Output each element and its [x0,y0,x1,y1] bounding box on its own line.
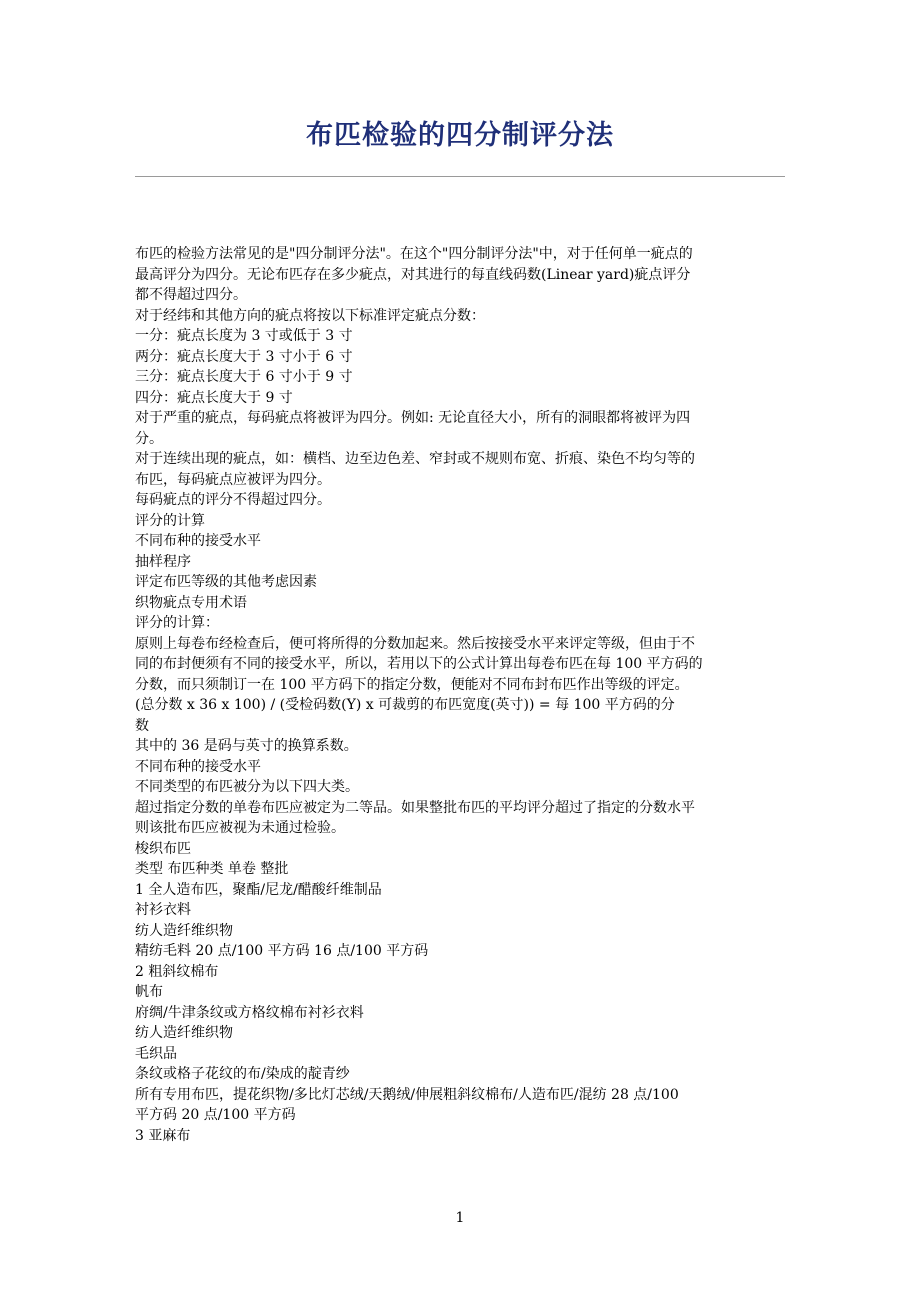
title-divider [135,176,785,177]
text-line: 府绸/牛津条纹或方格纹棉布衬衫衣料 [135,1004,364,1021]
text-line: 原则上每卷布经检查后，便可将所得的分数加起来。然后按接受水平来评定等级，但由于不 [135,635,695,652]
text-line: 抽样程序 [135,553,191,570]
text-line: 衬衫衣料 [135,902,191,918]
document-title: 布匹检验的四分制评分法 [306,120,614,151]
text-line: 条纹或格子花纹的布/染成的靛青纱 [135,1066,350,1082]
text-line: 最高评分为四分。无论布匹存在多少疵点，对其进行的每直线码数(Linear yard)疵点评分 [135,266,691,283]
text-line: 数 [135,717,149,734]
text-line: 帆布 [135,984,163,1000]
document-body [135,244,787,1146]
text-line: 评定布匹等级的其他考虑因素 [135,574,317,590]
text-line: 毛织品 [135,1045,177,1062]
text-line: 梭织布匹 [135,840,191,857]
text-line: 对于连续出现的疵点，如：横档、边至边色差、窄封或不规则布宽、折痕、染色不均匀等的 [135,451,695,467]
text-line: 都不得超过四分。 [135,287,247,303]
text-line: 其中的 36 是码与英寸的换算系数。 [135,738,358,754]
text-line: (总分数 x 36 x 100) / (受检码数(Y) x 可裁剪的布匹宽度(英寸)) = 每 100 平方码的分 [135,697,675,713]
text-line: 纺人造纤维织物 [135,922,233,939]
text-line: 精纺毛料 20 点/100 平方码 16 点/100 平方码 [135,943,429,959]
text-line: 评分的计算 [135,512,205,529]
text-line: 四分：疵点长度大于 9 寸 [135,389,293,406]
text-line: 同的布封便须有不同的接受水平，所以，若用以下的公式计算出每卷布匹在每 100 平方码的 [135,656,703,672]
text-line: 不同布种的接受水平 [135,758,261,775]
text-line: 布匹，每码疵点应被评为四分。 [135,471,331,488]
text-line: 3 亚麻布 [135,1127,191,1144]
text-line: 则该批布匹应被视为未通过检验。 [135,820,345,836]
text-line: 分数，而只须制订一在 100 平方码下的指定分数，便能对不同布封布匹作出等级的评定。 [135,676,689,693]
text-line: 每码疵点的评分不得超过四分。 [135,492,331,508]
text-line: 织物疵点专用术语 [135,594,247,611]
text-line: 两分：疵点长度大于 3 寸小于 6 寸 [135,348,353,365]
text-line: 分。 [135,430,163,447]
text-line: 不同布种的接受水平 [135,533,261,549]
text-line: 平方码 20 点/100 平方码 [135,1107,296,1123]
text-line: 对于严重的疵点，每码疵点将被评为四分。例如: 无论直径大小，所有的洞眼都将被评为四 [135,410,691,426]
text-line: 三分：疵点长度大于 6 寸小于 9 寸 [135,369,353,385]
text-line: 评分的计算： [135,615,219,631]
text-line: 所有专用布匹，提花织物/多比灯芯绒/天鹅绒/伸展粗斜纹棉布/人造布匹/混纺 28 点/100 [135,1086,679,1103]
text-line: 不同类型的布匹被分为以下四大类。 [135,779,359,795]
text-line: 1 全人造布匹，聚酯/尼龙/醋酸纤维制品 [135,881,382,898]
text-line: 纺人造纤维织物 [135,1025,233,1041]
text-line: 对于经纬和其他方向的疵点将按以下标准评定疵点分数： [135,307,485,324]
text-line: 类型 布匹种类 单卷 整批 [135,861,289,877]
text-line: 布匹的检验方法常见的是"四分制评分法"。在这个"四分制评分法"中，对于任何单一疵点的 [135,246,693,262]
text-line: 一分：疵点长度为 3 寸或低于 3 寸 [135,328,353,344]
page-number: 1 [455,1210,465,1226]
text-line: 超过指定分数的单卷布匹应被定为二等品。如果整批布匹的平均评分超过了指定的分数水平 [135,799,695,816]
text-line: 2 粗斜纹棉布 [135,963,219,980]
